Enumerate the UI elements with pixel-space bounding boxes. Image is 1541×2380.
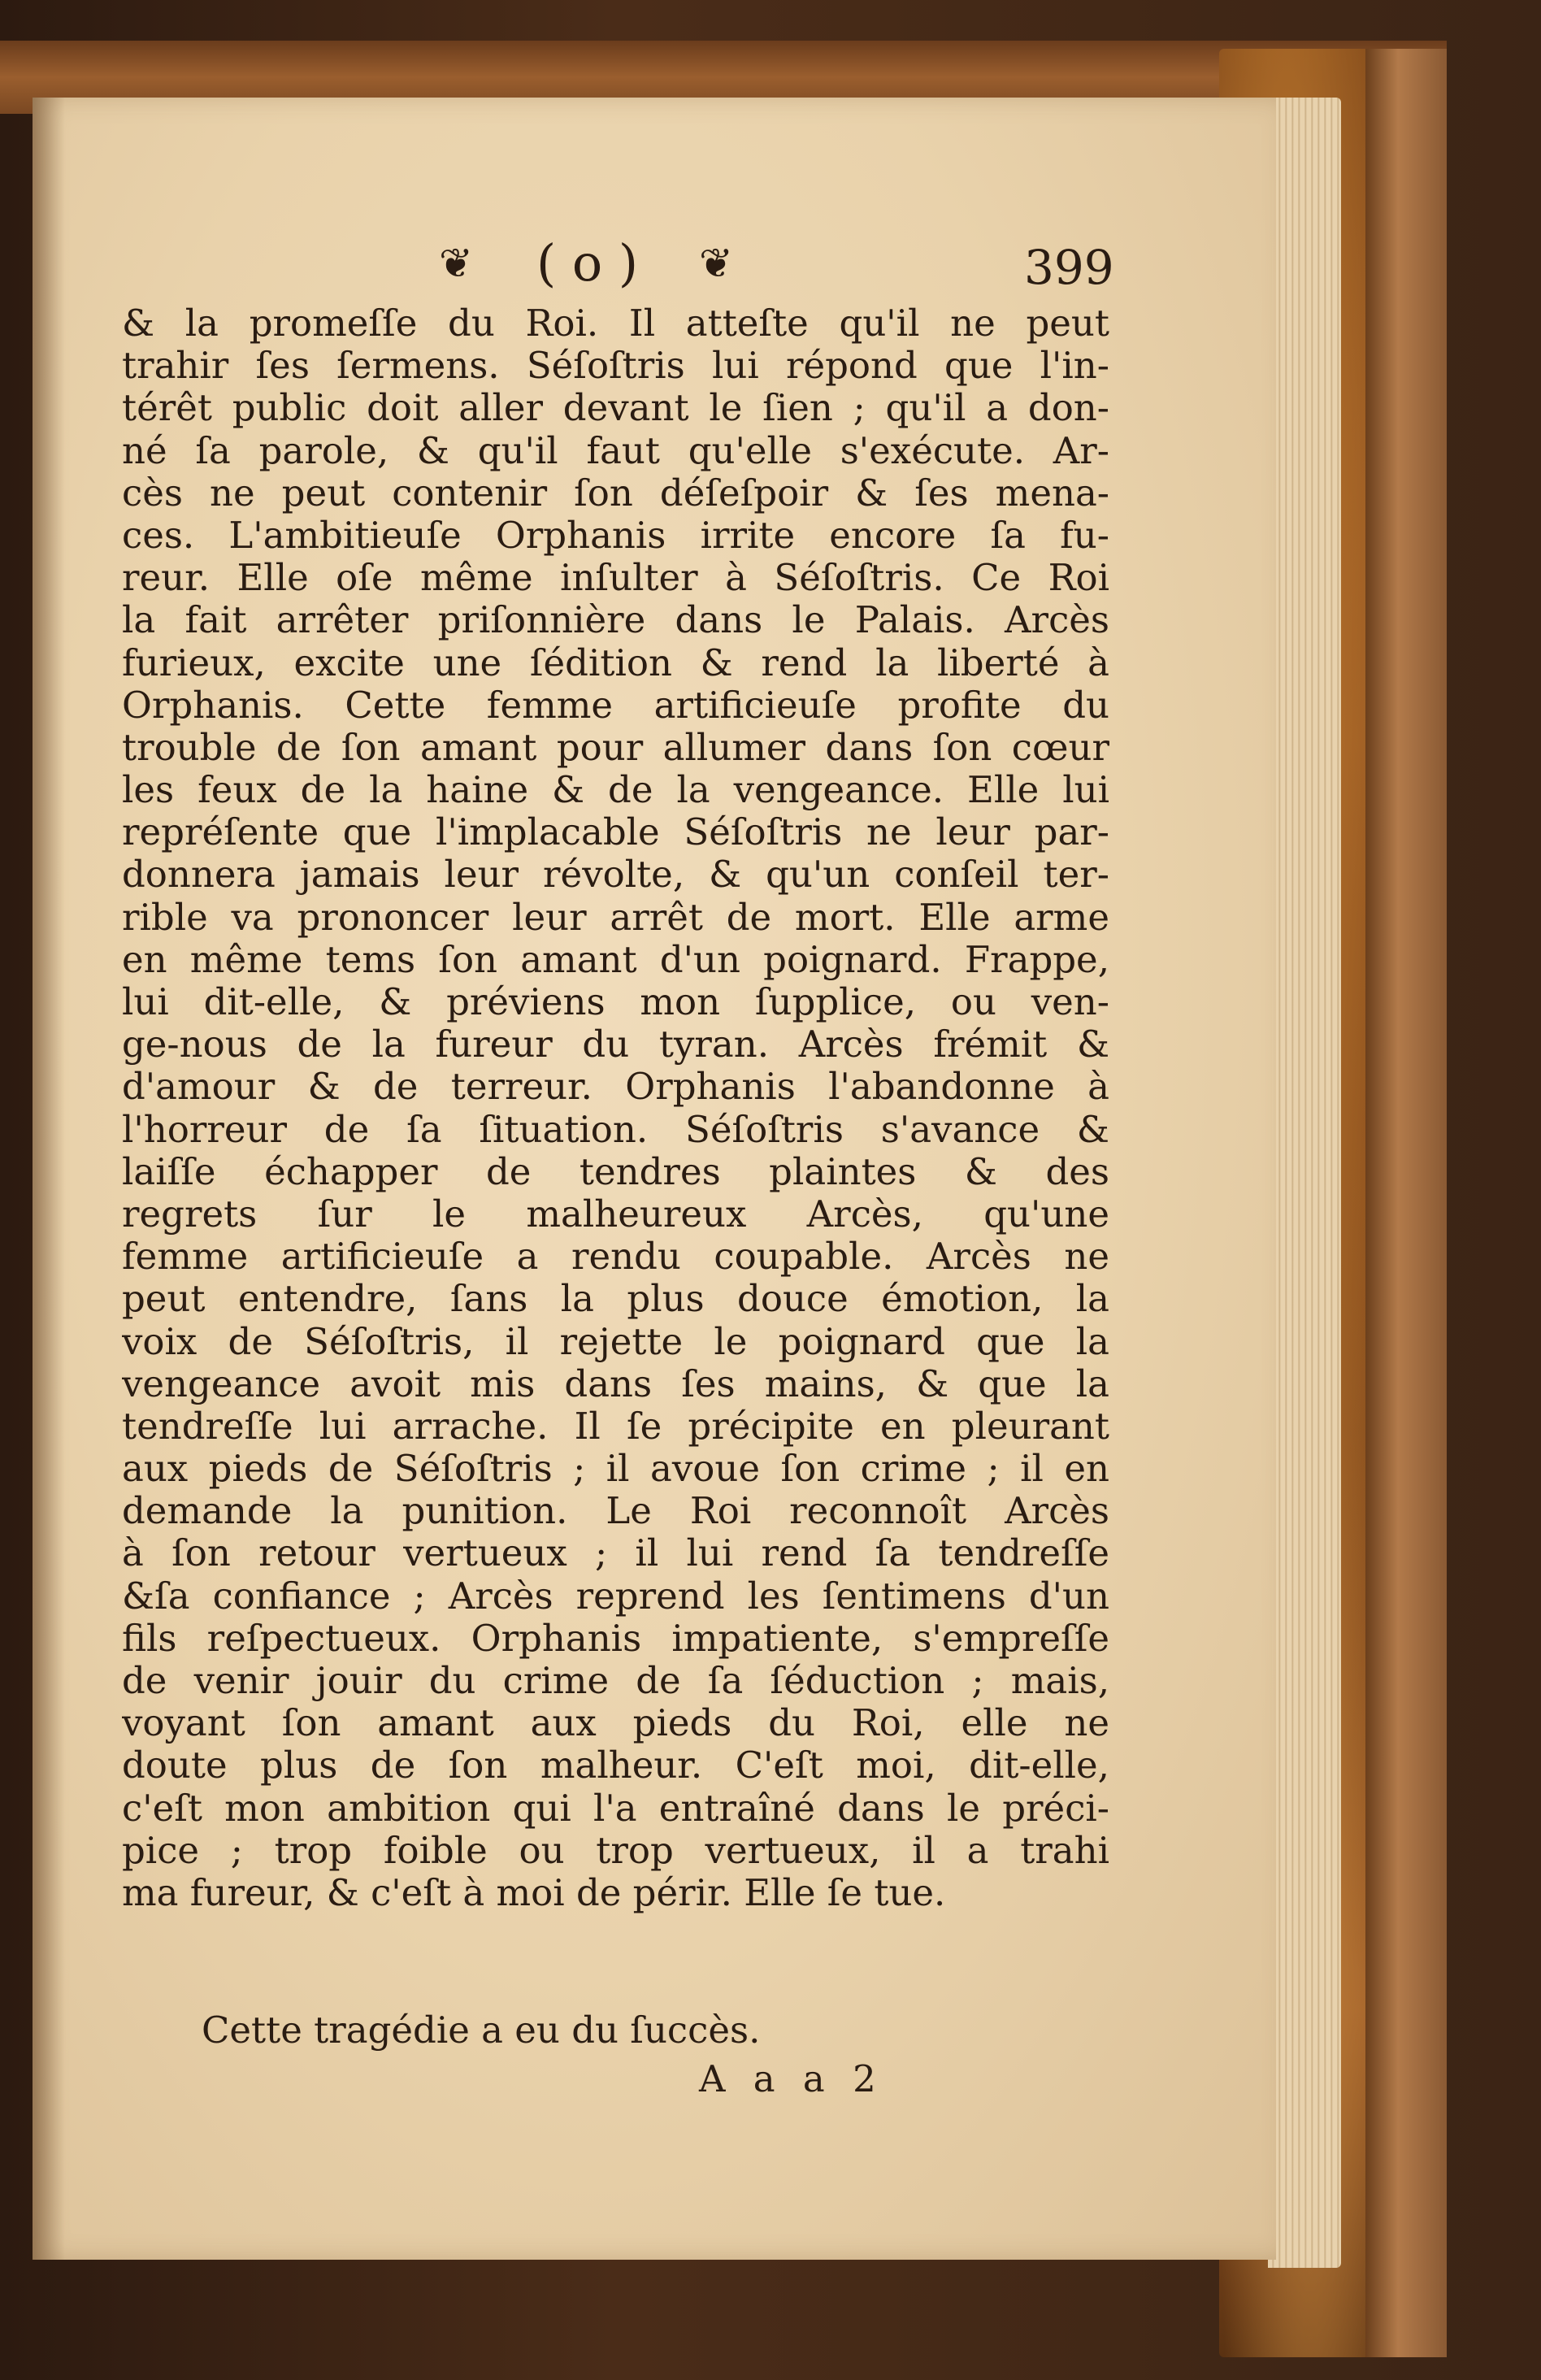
text-line: c'eſt mon ambition qui l'a entraîné dans le préci- xyxy=(122,1787,1109,1830)
text-line: tendreſſe lui arrache. Il ſe précipite en pleurant xyxy=(122,1405,1109,1448)
cover-edge xyxy=(1365,49,1447,2357)
text-line: cès ne peut contenir ſon déſeſpoir & ſes mena- xyxy=(122,471,1109,515)
printer-signature: A a a 2 xyxy=(699,2057,884,2100)
text-line: voix de Séſoſtris, il rejette le poignard que la xyxy=(122,1320,1109,1363)
text-line: doute plus de ſon malheur. C'eſt moi, dit-elle, xyxy=(122,1744,1109,1787)
text-line: aux pieds de Séſoſtris ; il avoue ſon crime ; il en xyxy=(122,1448,1109,1491)
text-line: furieux, excite une ſédition & rend la liberté à xyxy=(122,641,1109,684)
text-line: les feux de la haine & de la vengeance. Elle lui xyxy=(122,769,1109,812)
fleuron-left-icon: ❦ xyxy=(439,240,473,287)
page-header xyxy=(423,228,1154,301)
text-line: fils reſpectueux. Orphanis impatiente, s'empreſſe xyxy=(122,1617,1109,1660)
text-line: la fait arrêter priſonnière dans le Palais. Arcès xyxy=(122,599,1109,642)
text-line: & la promeſſe du Roi. Il atteſte qu'il ne peut xyxy=(122,302,1109,345)
closing-line: Cette tragédie a eu du ſuccès. xyxy=(202,2009,761,2052)
text-line: donnera jamais leur révolte, & qu'un conſeil ter- xyxy=(122,853,1109,897)
page-edges xyxy=(1268,98,1341,2268)
text-line: à ſon retour vertueux ; il lui rend ſa tendreſſe xyxy=(122,1532,1109,1575)
text-line: pice ; trop foible ou trop vertueux, il a trahi xyxy=(122,1829,1109,1872)
text-line: laiſſe échapper de tendres plaintes & des xyxy=(122,1150,1109,1193)
text-line: reur. Elle oſe même inſulter à Séſoſtris. Ce Roi xyxy=(122,557,1109,600)
text-line: né ſa parole, & qu'il faut qu'elle s'exécute. Ar- xyxy=(122,429,1109,472)
text-line: en même tems ſon amant d'un poignard. Frappe, xyxy=(122,938,1109,981)
text-line: femme artificieuſe a rendu coupable. Arcès ne xyxy=(122,1236,1109,1279)
text-line: ces. L'ambitieuſe Orphanis irrite encore ſa fu- xyxy=(122,514,1109,557)
text-line: rible va prononcer leur arrêt de mort. Elle arme xyxy=(122,896,1109,939)
text-line: vengeance avoit mis dans ſes mains, & que la xyxy=(122,1362,1109,1405)
page-number: 399 xyxy=(1024,240,1114,295)
text-line: de venir jouir du crime de ſa ſéduction ; mais, xyxy=(122,1660,1109,1702)
header-marker: ( o ) xyxy=(536,233,639,293)
text-line: trouble de ſon amant pour allumer dans ſon cœur xyxy=(122,726,1109,769)
text-line: voyant ſon amant aux pieds du Roi, elle ne xyxy=(122,1702,1109,1745)
text-line: &ſa confiance ; Arcès reprend les ſentimens d'un xyxy=(122,1574,1109,1618)
text-line: d'amour & de terreur. Orphanis l'abandonne à xyxy=(122,1066,1109,1109)
text-line: peut entendre, ſans la plus douce émotion, la xyxy=(122,1278,1109,1321)
text-line: trahir ſes ſermens. Séſoſtris lui répond que l'in- xyxy=(122,345,1109,388)
text-line: regrets ſur le malheureux Arcès, qu'une xyxy=(122,1192,1109,1236)
text-line: repréſente que l'implacable Séſoſtris ne leur par- xyxy=(122,811,1109,854)
body-text xyxy=(122,302,1109,1914)
text-line: Orphanis. Cette femme artificieuſe profite du xyxy=(122,684,1109,727)
page-gutter xyxy=(33,98,65,2260)
text-line: térêt public doit aller devant le ſien ; qu'il a don- xyxy=(122,387,1109,430)
text-line: l'horreur de ſa ſituation. Séſoſtris s'avance & xyxy=(122,1108,1109,1151)
text-line: ma fureur, & c'eſt à moi de périr. Elle ſe tue. xyxy=(122,1871,946,1914)
text-line: lui dit-elle, & préviens mon ſupplice, ou ven- xyxy=(122,981,1109,1023)
text-line: ge-nous de la fureur du tyran. Arcès frémit & xyxy=(122,1023,1109,1066)
text-line: demande la punition. Le Roi reconnoît Arcès xyxy=(122,1490,1109,1533)
fleuron-right-icon: ❦ xyxy=(699,240,733,287)
